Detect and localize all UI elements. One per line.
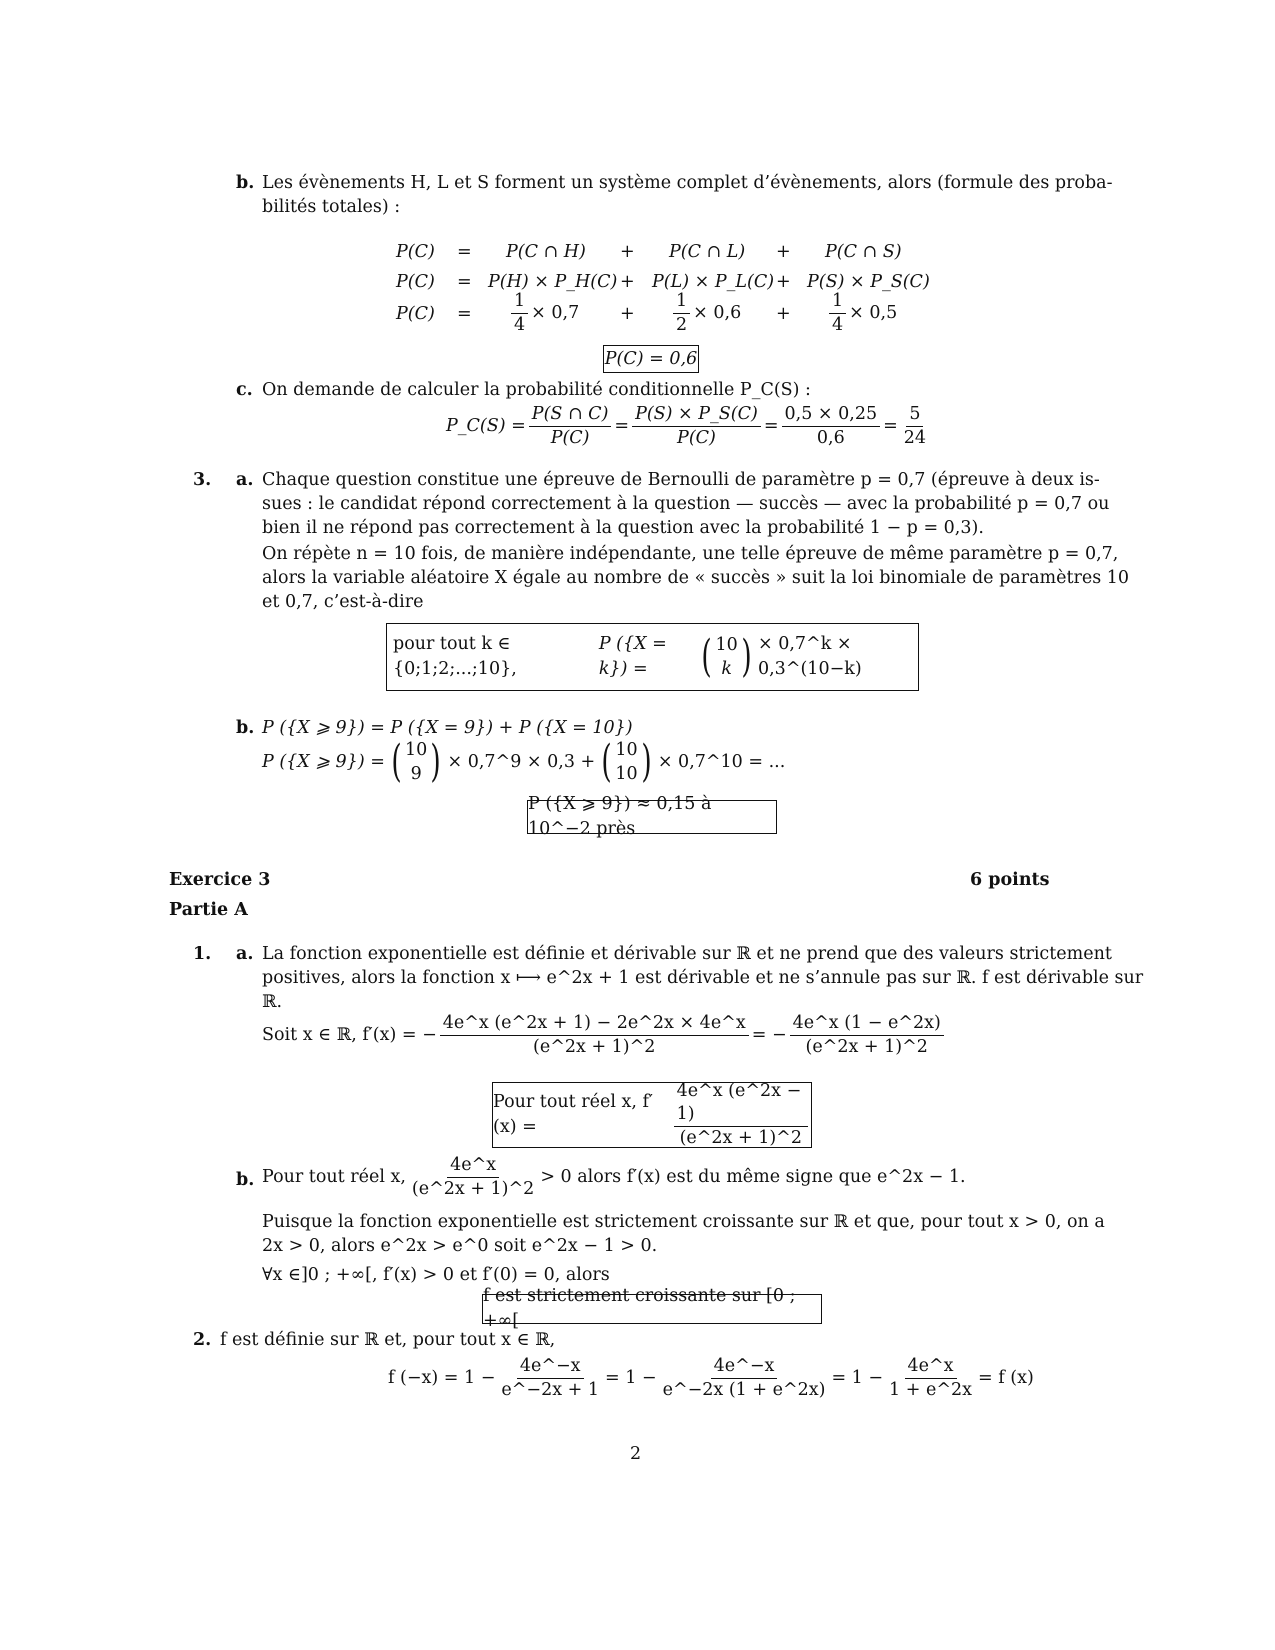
derivative-equation: [262, 1012, 947, 1059]
item-label-a: a.: [236, 944, 254, 964]
result-prefix: Pour tout réel x, f′(x) =: [493, 1092, 653, 1137]
question-number-3: 3.: [193, 470, 212, 490]
table-cell: =: [457, 242, 472, 262]
fraction-denominator: 24: [903, 428, 927, 448]
fraction-numerator: 4e^−x: [517, 1355, 584, 1379]
fraction-numerator: 4e^x: [905, 1355, 957, 1379]
fraction-denominator: 4: [832, 315, 844, 335]
ex2-a-line: bien il ne répond pas correctement à la question avec la probabilité 1 − p = 0,3).: [262, 518, 984, 538]
table-cell: P(L) × P_L(C): [652, 272, 775, 292]
ex2-c-line: On demande de calculer la probabilité conditionnelle P_C(S) :: [262, 380, 811, 400]
exercise-points: 6 points: [970, 870, 1050, 890]
fraction-denominator: 0,6: [816, 428, 845, 448]
binomial-coefficient: ( 10 10 ): [601, 736, 652, 787]
table-cell-frac: [670, 290, 741, 337]
equals-sign: = 1 −: [831, 1368, 884, 1388]
equation-lhs: P ({X ⩾ 9}) =: [262, 751, 385, 772]
equation-tail: × 0,7^10 = ...: [657, 751, 786, 772]
conditional-probability-equation: [446, 403, 932, 450]
fraction-numerator: 4e^x (e^2x + 1) − 2e^2x × 4e^x: [440, 1012, 749, 1036]
ex3-a-line3: ℝ.: [262, 992, 283, 1012]
fraction-denominator: 2: [676, 315, 688, 335]
binomial-law-box: [386, 623, 919, 691]
table-cell: +: [776, 242, 791, 262]
ex2-b-line1: Les évènements H, L et S forment un système complet d’évènements, alors (formule des proba-: [262, 173, 1113, 193]
equals-sign: =: [883, 416, 898, 436]
result-box-px9: [527, 794, 777, 839]
ex3-a-line1: La fonction exponentielle est définie et dérivable sur ℝ et ne prend que des valeurs strictement: [262, 944, 1112, 964]
binomial-lhs: P ({X = k}) =: [598, 634, 667, 679]
fraction-numerator: 4e^x (1 − e^2x): [790, 1012, 944, 1036]
page-number: 2: [630, 1444, 642, 1464]
fraction-numerator: 1: [829, 290, 846, 314]
ex2-a-line: et 0,7, c’est-à-dire: [262, 592, 424, 612]
equals-sign: =: [763, 416, 779, 436]
table-cell: +: [620, 304, 635, 324]
table-cell: P(H) × P_H(C): [488, 272, 618, 292]
fraction-numerator: 5: [906, 403, 923, 427]
item-label-c: c.: [236, 380, 253, 400]
table-cell: P(C ∩ S): [825, 242, 902, 262]
ex3-b-line1: [262, 1154, 966, 1201]
line-tail: > 0 alors f′(x) est du même signe que e^2x − 1.: [540, 1167, 966, 1187]
fraction-denominator: 1 + e^2x: [889, 1380, 972, 1400]
equals-sign: =: [614, 416, 630, 436]
parity-equation: [388, 1355, 1034, 1402]
binom-bottom: 10: [615, 764, 638, 784]
question-number-1: 1.: [193, 944, 212, 964]
question-number-2: 2.: [193, 1330, 212, 1350]
ex3-b-line4: ∀x ∈]0 ; +∞[, f′(x) > 0 et f′(0) = 0, alors: [262, 1265, 610, 1285]
table-cell: +: [620, 272, 635, 292]
partie-title: Partie A: [169, 900, 248, 920]
ex2-a-line: sues : le candidat répond correctement à la question — succès — avec la probabilité p = 0,7 ou: [262, 494, 1110, 514]
result-box-pc: [603, 345, 699, 373]
equation-lhs: Soit x ∈ ℝ, f′(x) = −: [262, 1025, 437, 1045]
table-cell: =: [457, 272, 472, 292]
table-cell: P(C): [396, 272, 435, 292]
binomial-tail: × 0,7^k × 0,3^(10−k): [757, 634, 862, 679]
item-label-b: b.: [236, 1170, 255, 1190]
table-cell: +: [776, 304, 791, 324]
table-cell-frac: [826, 290, 897, 337]
table-cell: P(S) × P_S(C): [807, 272, 930, 292]
binom-top: 10: [615, 740, 638, 760]
item-label-a: a.: [236, 470, 254, 490]
fraction-denominator: P(C): [677, 428, 716, 448]
monotonic-result-box: [482, 1286, 822, 1331]
equation-rhs: = f (x): [978, 1368, 1034, 1388]
fraction-tail: × 0,5: [849, 303, 898, 323]
fraction-denominator: P(C): [550, 428, 590, 448]
ex2-a-line: Chaque question constitue une épreuve de Bernoulli de paramètre p = 0,7 (épreuve à deux is-: [262, 470, 1100, 490]
ex3-b-line2: Puisque la fonction exponentielle est strictement croissante sur ℝ et que, pour tout x > 0, on a: [262, 1212, 1105, 1232]
fraction-denominator: (e^2x + 1)^2: [805, 1037, 928, 1057]
table-cell: P(C): [396, 242, 435, 262]
fraction-tail: × 0,6: [693, 303, 742, 323]
equals-sign: = 1 −: [605, 1368, 657, 1388]
ex3-q2-line: f est définie sur ℝ et, pour tout x ∈ ℝ,: [220, 1330, 556, 1350]
ex2-a-line: alors la variable aléatoire X égale au nombre de « succès » suit la loi binomiale de paramètres 10: [262, 568, 1130, 588]
ex2-b2-line1: P ({X ⩾ 9}) = P ({X = 9}) + P ({X = 10}): [262, 718, 633, 738]
table-cell: =: [457, 304, 472, 324]
ex2-b2-line2: [262, 738, 785, 786]
fraction-tail: × 0,7: [531, 303, 580, 323]
binomial-coefficient: ( 10 k ): [701, 631, 752, 682]
binomial-prefix: pour tout k ∈ {0;1;2;...;10},: [393, 634, 517, 679]
result-text: P(C) = 0,6: [604, 348, 698, 369]
fraction-numerator: P(S ∩ C): [529, 403, 612, 427]
fraction-numerator: 0,5 × 0,25: [782, 403, 881, 427]
item-label-b2: b.: [236, 718, 255, 738]
line-prefix: Pour tout réel x,: [262, 1167, 406, 1187]
result-text: f est strictement croissante sur [0 ; +∞[: [483, 1286, 796, 1331]
table-cell: P(C ∩ H): [506, 242, 586, 262]
fraction-numerator: 1: [673, 290, 690, 314]
ex3-a-line2: positives, alors la fonction x ⟼ e^2x + 1 est dérivable et ne s’annule pas sur ℝ. f est dérivable sur: [262, 968, 1144, 988]
fraction-numerator: 4e^x (e^2x − 1): [674, 1080, 808, 1127]
fraction-denominator: (e^2x + 1)^2: [411, 1179, 535, 1199]
table-cell: P(C): [396, 304, 435, 324]
derivative-result-box: [492, 1082, 812, 1148]
fraction-denominator: (e^2x + 1)^2: [533, 1037, 656, 1057]
binom-bottom: k: [721, 659, 732, 679]
binomial-coefficient: ( 10 9 ): [391, 736, 442, 787]
item-label-b: b.: [236, 173, 255, 193]
equation-lhs: f (−x) = 1 −: [388, 1368, 496, 1388]
table-cell: +: [620, 242, 635, 262]
binom-top: 10: [715, 635, 738, 655]
table-cell: +: [776, 272, 791, 292]
ex3-b-line3: 2x > 0, alors e^2x > e^0 soit e^2x − 1 > 0.: [262, 1236, 658, 1256]
equals-sign: = −: [751, 1025, 787, 1045]
binom-bottom: 9: [410, 764, 422, 784]
binom-top: 10: [405, 740, 428, 760]
result-text: P ({X ⩾ 9}) ≈ 0,15 à 10^−2 près: [528, 794, 712, 839]
equation-lhs: P_C(S) =: [446, 416, 526, 436]
table-cell: P(C ∩ L): [669, 242, 746, 262]
ex2-b-line2: bilités totales) :: [262, 197, 401, 217]
ex2-a-line: On répète n = 10 fois, de manière indépendante, une telle épreuve de même paramètre p = 0,7,: [262, 544, 1119, 564]
fraction-numerator: 4e^−x: [711, 1355, 778, 1379]
fraction-numerator: P(S) × P_S(C): [632, 403, 761, 427]
fraction-numerator: 4e^x: [447, 1154, 499, 1178]
fraction-numerator: 1: [511, 290, 528, 314]
fraction-denominator: e^−2x (1 + e^2x): [662, 1380, 826, 1400]
table-cell-frac: [508, 290, 579, 337]
fraction-denominator: e^−2x + 1: [501, 1380, 599, 1400]
fraction-denominator: 4: [514, 315, 526, 335]
fraction-denominator: (e^2x + 1)^2: [679, 1128, 802, 1148]
exercise-title: Exercice 3: [169, 870, 271, 890]
equation-middle: × 0,7^9 × 0,3 +: [447, 751, 596, 772]
